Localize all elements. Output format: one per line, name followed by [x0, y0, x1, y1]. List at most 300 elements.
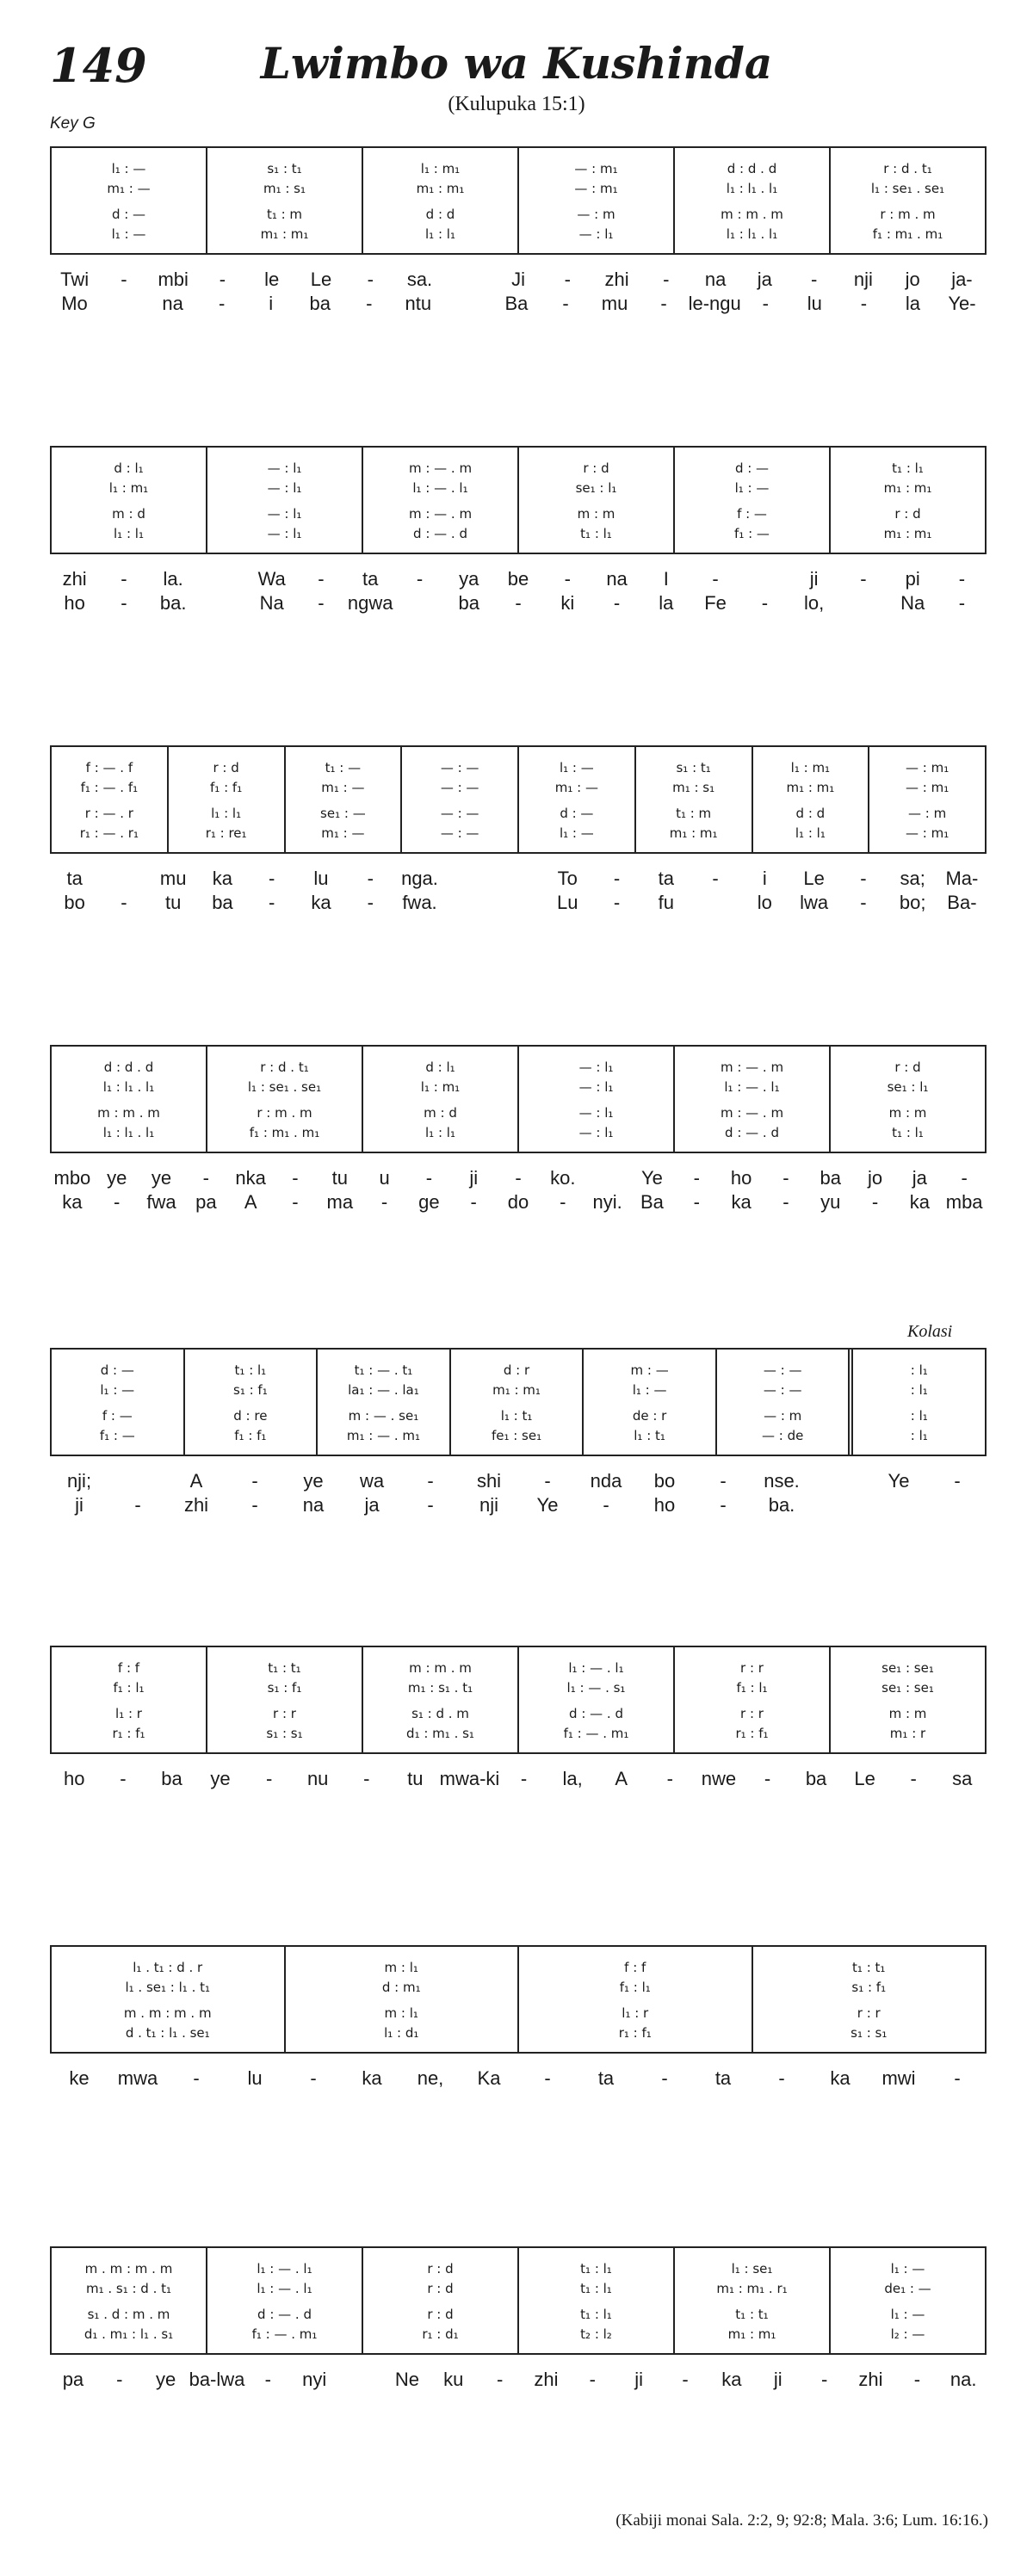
measure [517, 148, 673, 253]
measure [52, 448, 206, 553]
measure [167, 747, 284, 852]
voice-part: m₁ . s₁ : d . t₁ [85, 2280, 172, 2296]
voice-part: — : m [577, 207, 615, 223]
voice-part: m : — . m [408, 506, 473, 522]
voice-part: m₁ : m₁ [416, 180, 465, 196]
voice-part: — : de [762, 1427, 804, 1443]
voice-part: l₁ : t₁ [500, 1408, 533, 1424]
syllable: - [427, 1494, 434, 1516]
syllable: bo; [899, 892, 926, 913]
voice-part: m : m [577, 506, 615, 522]
measure [517, 448, 673, 553]
measure [517, 747, 634, 852]
measure [517, 2248, 673, 2353]
voice-part: l₁ . se₁ : l₁ . t₁ [125, 1979, 210, 1995]
syllable: ja- [951, 269, 973, 290]
syllable [337, 2369, 384, 2391]
syllable: mu [601, 293, 628, 314]
staff [50, 446, 987, 554]
measure [52, 1047, 206, 1152]
syllable: mu [159, 868, 187, 889]
syllable [444, 269, 493, 291]
syllable: ba [458, 592, 479, 614]
syllable: ka [311, 892, 331, 913]
measure [673, 1647, 829, 1752]
syllable: - [761, 592, 769, 614]
syllable [690, 892, 739, 914]
syllable: - [958, 568, 966, 590]
syllable: - [425, 1167, 433, 1189]
voice-part: d : re [233, 1408, 268, 1424]
syllable: ja [912, 1167, 927, 1189]
syllable: ho [64, 1768, 85, 1789]
measure [362, 1647, 517, 1752]
syllable: - [954, 1470, 961, 1492]
measure [183, 1350, 317, 1455]
syllable: Ye- [948, 293, 976, 314]
voice-part: se₁ : l₁ [575, 479, 617, 496]
syllable: tu [407, 1768, 424, 1789]
syllable: ta [66, 868, 83, 889]
voice-part: — : l₁ [578, 1105, 614, 1121]
voice-part: — : l₁ [578, 1059, 614, 1075]
measure [517, 1047, 673, 1152]
syllable: - [764, 1768, 771, 1789]
voice-part: t₁ : t₁ [268, 1660, 301, 1676]
syllable: Twi [60, 269, 90, 290]
syllable: - [860, 568, 867, 590]
syllable: Lu [557, 892, 578, 913]
voice-part: : l₁ [910, 1408, 928, 1424]
voice-part: f₁ : f₁ [210, 779, 243, 795]
voice-part: m₁ : m₁ [883, 479, 932, 496]
voice-part: m₁ : r [889, 1725, 926, 1741]
syllable [99, 868, 148, 890]
syllable [585, 1167, 630, 1189]
voice-part: f₁ : f₁ [234, 1427, 267, 1443]
voice-part: — : m₁ [574, 180, 618, 196]
syllable: ta [597, 2067, 615, 2089]
voice-part: m₁ : s₁ [263, 180, 306, 196]
voice-part: r₁ : — . r₁ [79, 825, 139, 841]
syllable: nyi [302, 2369, 327, 2390]
syllable: - [544, 1470, 551, 1492]
syllable: Ma- [945, 868, 979, 889]
lyric-line [50, 592, 987, 615]
voice-part: m . m : m . m [123, 2005, 212, 2022]
voice-part: — : m [764, 1408, 802, 1424]
voice-part: r : r [740, 1660, 764, 1676]
syllable: ho [730, 1167, 752, 1189]
syllable: - [782, 1191, 789, 1213]
syllable: - [120, 1768, 127, 1789]
measure [52, 1647, 206, 1752]
syllable: - [366, 293, 373, 314]
voice-part: l₁ : l₁ [795, 825, 826, 841]
voice-part: l₂ : — [890, 2326, 925, 2342]
syllable: bo [653, 1470, 676, 1492]
syllable: - [762, 293, 769, 314]
syllable: - [269, 868, 275, 889]
syllable: fu [658, 892, 674, 913]
measure [582, 1350, 715, 1455]
voice-part: d : — [560, 806, 594, 822]
syllable: ngwa [347, 592, 393, 614]
syllable: mbi [158, 269, 189, 290]
syllable: nda [590, 1470, 622, 1492]
syllable: lo [757, 892, 772, 913]
syllable: - [318, 568, 325, 590]
voice-part: fe₁ : se₁ [491, 1427, 542, 1443]
music-system [50, 745, 987, 914]
syllable: - [666, 1768, 673, 1789]
voice-part: l₁ : l₁ . l₁ [102, 1124, 155, 1140]
syllable: - [712, 568, 719, 590]
syllable: - [562, 293, 569, 314]
syllable: ho [64, 592, 85, 614]
voice-part: l₁ . t₁ : d . r [133, 1960, 203, 1975]
voice-part: — : m₁ [906, 760, 949, 775]
measure [284, 747, 401, 852]
lyric-line [50, 269, 987, 291]
voice-part: t₁ : l₁ [580, 525, 612, 541]
syllable: la. [163, 568, 183, 590]
measure [673, 448, 829, 553]
syllable: lu [313, 868, 329, 889]
measure [868, 747, 985, 852]
syllable: Ne [394, 2369, 419, 2390]
syllable [811, 1470, 869, 1492]
lyric-line [50, 1470, 987, 1492]
voice-part: s₁ . d : m . m [87, 2307, 170, 2323]
measure [52, 148, 206, 253]
syllable: - [860, 868, 867, 889]
syllable: - [810, 269, 818, 290]
syllable: ba [820, 1167, 841, 1189]
voice-part: r : r [740, 1706, 764, 1722]
syllable: mbo [53, 1167, 91, 1189]
voice-part: r₁ : f₁ [618, 2024, 652, 2041]
voice-part: — : — [440, 825, 479, 841]
voice-part: m : — . m [408, 460, 473, 476]
voice-part: f₁ : l₁ [113, 1679, 145, 1696]
measure [673, 2248, 829, 2353]
syllable: ye [107, 1167, 127, 1189]
syllable [99, 293, 148, 315]
syllable: fwa [146, 1191, 176, 1213]
syllable: ji [469, 1167, 479, 1189]
syllable: ji [75, 1494, 84, 1516]
voice-part: m : l₁ [384, 1960, 418, 1975]
syllable [493, 868, 542, 890]
voice-part: m . m : m . m [84, 2261, 173, 2276]
syllable: - [202, 1167, 209, 1189]
syllable [444, 868, 493, 890]
staff [50, 2246, 987, 2355]
music-system [50, 1045, 987, 1214]
syllable: Ka [477, 2067, 501, 2089]
voice-part: r₁ : f₁ [112, 1725, 145, 1741]
syllable: - [954, 2067, 961, 2089]
voice-part: : l₁ [910, 1381, 928, 1398]
voice-part: t₁ : m [266, 207, 303, 223]
syllable: - [427, 1470, 434, 1492]
voice-part: l₁ : — . l₁ [257, 2261, 312, 2276]
voice-part: d : d [795, 806, 826, 822]
measure [848, 1350, 985, 1455]
syllable: - [778, 2067, 785, 2089]
voice-part: m₁ : m₁ [727, 2326, 776, 2342]
syllable: - [589, 2369, 596, 2390]
syllable: - [661, 2067, 668, 2089]
syllable: bo [64, 892, 85, 913]
measure [634, 747, 752, 852]
syllable: - [860, 293, 868, 314]
measure [517, 1647, 673, 1752]
syllable: zhi [604, 269, 629, 290]
syllable: - [782, 1167, 789, 1189]
voice-part: t₁ : — [325, 760, 362, 775]
syllable: tu [331, 1167, 348, 1189]
voice-part: m₁ : — . m₁ [346, 1427, 421, 1443]
syllable: - [363, 1768, 370, 1789]
voice-part: l₁ : — . s₁ [566, 1679, 626, 1696]
syllable: - [613, 592, 621, 614]
voice-part: — : m₁ [906, 779, 949, 795]
lyric-line [50, 1191, 987, 1214]
voice-part: m₁ : — [554, 779, 598, 795]
voice-part: — : l₁ [267, 525, 302, 541]
syllable: nka [235, 1167, 266, 1189]
syllable [108, 1470, 167, 1492]
syllable: - [693, 1167, 700, 1189]
syllable: do [507, 1191, 529, 1213]
syllable: la, [562, 1768, 583, 1789]
measure [284, 1947, 518, 2052]
voice-part: r : d [894, 1059, 921, 1075]
voice-part: f₁ : l₁ [619, 1979, 651, 1995]
measure [206, 448, 362, 553]
syllable: Mo [61, 293, 88, 314]
syllable: nga. [401, 868, 438, 889]
syllable: ja [364, 1494, 380, 1516]
measure [829, 2248, 985, 2353]
syllable: Na [259, 592, 284, 614]
voice-part: f : — [102, 1408, 133, 1424]
syllable: ne, [417, 2067, 444, 2089]
voice-part: r₁ : d₁ [422, 2326, 459, 2342]
voice-part: f : f [624, 1960, 646, 1975]
syllable: yu [820, 1191, 841, 1213]
voice-part: r : r [273, 1706, 296, 1722]
syllable: - [544, 2067, 551, 2089]
syllable: - [515, 592, 522, 614]
syllable: - [318, 592, 325, 614]
voice-part: m : m . m [409, 1660, 472, 1676]
syllable: - [961, 1167, 968, 1189]
voice-part: l₁ : — . l₁ [257, 2280, 312, 2296]
syllable: - [219, 269, 226, 290]
syllable: na [302, 1494, 325, 1516]
voice-part: l₁ : d₁ [384, 2024, 419, 2041]
syllable: - [367, 892, 374, 913]
voice-part: l₁ : — . l₁ [724, 1078, 780, 1095]
syllable: jo [867, 1167, 883, 1189]
syllable: ba-lwa [189, 2369, 245, 2390]
voice-part: d : — . d [257, 2307, 312, 2323]
syllable: - [712, 868, 719, 889]
syllable: ma [326, 1191, 354, 1213]
voice-part: d : — . d [413, 525, 467, 541]
syllable: la [905, 293, 920, 314]
voice-part: m : l₁ [384, 2005, 418, 2022]
scripture-reference: (Kulupuka 15:1) [448, 93, 585, 115]
voice-part: m : d [112, 506, 145, 522]
measure [206, 2248, 362, 2353]
voice-part: se₁ : l₁ [887, 1078, 929, 1095]
syllable: - [910, 1768, 917, 1789]
syllable: - [871, 1191, 879, 1213]
footer-reference: (Kabiji monai Sala. 2:2, 9; 92:8; Mala. 3:6; Lum. 16:16.) [615, 2511, 988, 2530]
syllable: u [379, 1167, 390, 1189]
voice-part: t₁ : — . t₁ [354, 1362, 413, 1378]
voice-part: l₁ : l₁ [211, 806, 242, 822]
syllable: - [292, 1167, 299, 1189]
syllable: ba [212, 892, 233, 913]
measure [752, 1947, 986, 2052]
syllable: - [682, 2369, 689, 2390]
voice-part: l₁ : m₁ [420, 161, 461, 176]
voice-part: l₁ : l₁ [114, 525, 144, 541]
syllable: - [663, 269, 670, 290]
syllable: ji [809, 568, 819, 590]
voice-part: d . t₁ : l₁ . se₁ [125, 2024, 210, 2041]
measure [362, 2248, 517, 2353]
voice-part: s₁ : s₁ [266, 1725, 303, 1741]
voice-part: l₁ : — . l₁ [412, 479, 468, 496]
voice-part: m : — . m [720, 1059, 784, 1075]
syllable: tu [164, 892, 182, 913]
measure [829, 1047, 985, 1152]
key-signature: Key G [50, 114, 96, 133]
voice-part: r : m . m [880, 207, 936, 223]
voice-part: r : r [857, 2005, 881, 2022]
voice-part: t₁ : t₁ [852, 1960, 886, 1975]
voice-part: m : — [630, 1362, 669, 1378]
syllable: - [251, 1494, 258, 1516]
hymn-title: Lwimbo wa Kushinda [260, 38, 773, 89]
syllable: sa. [406, 269, 433, 290]
voice-part: l₁ : l₁ . l₁ [726, 180, 778, 196]
voice-part: s₁ : s₁ [851, 2024, 888, 2041]
voice-part: t₁ : l₁ [580, 2261, 612, 2276]
voice-part: t₁ : l₁ [892, 1124, 924, 1140]
measure [673, 1047, 829, 1152]
voice-part: se₁ : se₁ [881, 1660, 934, 1676]
voice-part: r : — . r [84, 806, 133, 822]
voice-part: — : — [440, 760, 479, 775]
voice-part: s₁ : t₁ [676, 760, 711, 775]
voice-part: l₁ : l₁ . l₁ [102, 1078, 155, 1095]
syllable: ja [757, 269, 772, 290]
measure [316, 1350, 449, 1455]
syllable: - [134, 1494, 141, 1516]
syllable: - [251, 1470, 258, 1492]
lyric-line [50, 568, 987, 590]
voice-part: s₁ : f₁ [267, 1679, 302, 1696]
syllable: Le [803, 868, 825, 889]
syllable: - [613, 868, 621, 889]
syllable: Le [854, 1768, 875, 1789]
syllable: zhi [183, 1494, 209, 1516]
voice-part: m : m [888, 1105, 927, 1121]
syllable: A [189, 1470, 203, 1492]
syllable: nji [853, 269, 873, 290]
voice-part: r : d [894, 506, 921, 522]
music-system [50, 446, 987, 615]
chorus-label: Kolasi [907, 1322, 953, 1341]
measure [362, 1047, 517, 1152]
syllable: - [380, 1191, 388, 1213]
syllable: ka [909, 1191, 930, 1213]
syllable: - [470, 1191, 477, 1213]
voice-part: r : d [583, 460, 609, 476]
voice-part: l₁ : m₁ [420, 1078, 461, 1095]
voice-part: — : l₁ [267, 479, 302, 496]
syllable: mba [945, 1191, 983, 1213]
music-system [50, 1646, 987, 1790]
syllable: - [564, 568, 571, 590]
voice-part: l₁ : r [622, 2005, 649, 2022]
syllable: - [720, 1494, 727, 1516]
syllable: ke [69, 2067, 90, 2089]
syllable: jo [905, 269, 920, 290]
syllable [444, 892, 493, 914]
syllable: Ba [504, 293, 529, 314]
music-system [50, 146, 987, 315]
syllable: la [659, 592, 674, 614]
voice-part: m₁ : m₁ [786, 779, 835, 795]
voice-part: l₁ : — [559, 825, 594, 841]
voice-part: r : d . t₁ [260, 1059, 309, 1075]
syllable: - [820, 2369, 828, 2390]
syllable: - [660, 293, 667, 314]
measure [206, 148, 362, 253]
voice-part: — : — [440, 779, 479, 795]
voice-part: l₁ : — [111, 161, 146, 176]
voice-part: t₁ : t₁ [735, 2307, 769, 2323]
syllable: fwa. [402, 892, 437, 913]
staff [50, 1045, 987, 1153]
syllable: lu [807, 293, 822, 314]
music-system [50, 2246, 987, 2391]
voice-part: r₁ : re₁ [205, 825, 247, 841]
voice-part: — : m₁ [906, 825, 949, 841]
voice-part: l₁ : m₁ [790, 760, 831, 775]
syllable: nyi. [592, 1191, 622, 1213]
voice-part: l₁ : — [890, 2261, 925, 2276]
voice-part: l₁ : se₁ . se₁ [870, 180, 945, 196]
voice-part: l₁ : — [632, 1381, 667, 1398]
syllable: ji [773, 2369, 782, 2390]
voice-part: r : m . m [257, 1105, 312, 1121]
syllable: - [515, 1167, 522, 1189]
syllable: I [663, 568, 669, 590]
voice-part: d : — . d [725, 1124, 779, 1140]
voice-part: l₁ : — [100, 1381, 135, 1398]
syllable: sa [952, 1768, 973, 1789]
voice-part: l₁ : l₁ . l₁ [726, 225, 778, 242]
